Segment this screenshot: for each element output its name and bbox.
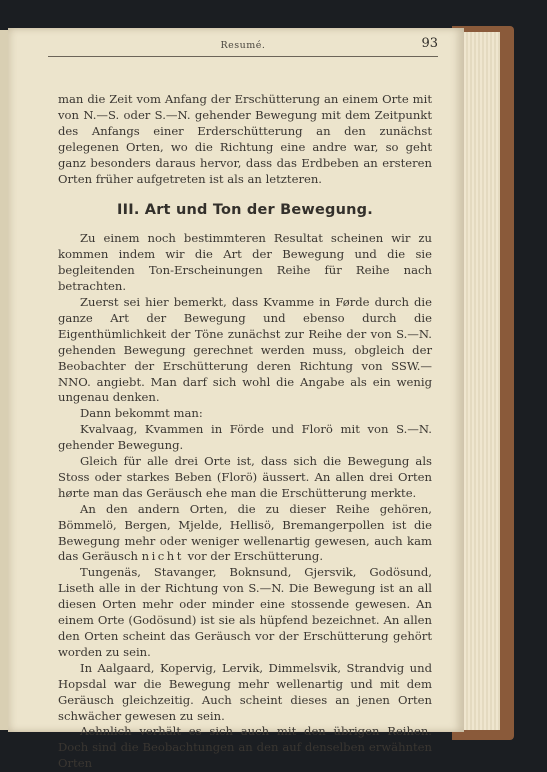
- paragraph-7-start: An den andern Orten, die zu dieser Reihe gehören, Bömmelö, Bergen, Mjelde, Hellisö, Bremangerpollen ist die Bewegung mehr oder weniger wellenartig gewesen, auch kam das Geräusch: [58, 501, 432, 564]
- page-number: 93: [421, 36, 438, 51]
- paragraph-1: man die Zeit vom Anfang der Erschütterung an einem Orte mit von N.—S. oder S.—N. gehender Bewegung mit dem Zeitpunkt des Anfangs einer Erderschütterung an den zunächst gelegenen Orten, wo die Richtung eine andre war, so geht ganz besonders daraus hervor, dass das Erdbeben an ersteren Orten früher aufgetreten ist als an letzteren.: [58, 92, 432, 186]
- paragraph-4: Dann bekommt man:: [80, 406, 203, 421]
- section-heading: III. Art und Ton der Bewegung.: [117, 202, 373, 219]
- paragraph-2: Zu einem noch bestimmteren Resultat scheinen wir zu kommen indem wir die Art der Bewegung und die sie begleitenden Ton-Erscheinungen Reihe für Reihe nach betrachten.: [58, 231, 432, 294]
- paragraph-6: Gleich für alle drei Orte ist, dass sich die Bewegung als Stoss oder starkes Beben (Florö) äussert. An allen drei Orten hørte man das Geräusch ehe man die Erschütterung merkte.: [58, 454, 432, 500]
- page-body: [58, 92, 432, 772]
- paragraph-7-emphasis: nicht: [141, 549, 184, 564]
- paragraph-8: Tungenäs, Stavanger, Boknsund, Gjersvik, Godösund, Liseth alle in der Richtung von S.—N. Die Bewegung ist an all diesen Orten mehr oder minder eine stossende gewesen. An einem Orte (Godösund) ist sie als hüpfend bezeichnet. An allen den Orten scheint das Geräusch vor der Erschütterung gehört worden zu sein.: [58, 565, 432, 659]
- paragraph-10: Aehnlich verhält es sich auch mit den übrigen Reihen. Doch sind die Beobachtungen an den auf denselben erwähnten Orten: [58, 724, 432, 771]
- paragraph-3: Zuerst sei hier bemerkt, dass Kvamme in Førde durch die ganze Art der Bewegung und ebenso durch die Eigenthümlichkeit der Töne zunächst zur Reihe der von S.—N. gehenden Bewegung gerechnet werden muss, obgleich der Beobachter der Erschütterung deren Richtung von SSW.—NNO. angiebt. Man darf sich wohl die Angabe als ein wenig ungenau denken.: [58, 294, 432, 405]
- paragraph-7: [58, 502, 432, 566]
- paragraph-9: In Aalgaard, Kopervig, Lervik, Dimmelsvik, Strandvig und Hopsdal war die Bewegung mehr wellenartig und mit dem Geräusch gleichzeitig. Auch scheint dieses an jenen Orten schwächer gewesen zu sein.: [58, 660, 432, 723]
- running-head: Resumé.: [220, 40, 266, 51]
- paragraph-5: Kvalvaag, Kvammen in Förde und Florö mit von S.—N. gehender Bewegung.: [58, 422, 432, 453]
- paragraph-7-end: vor der Erschütterung.: [183, 549, 324, 564]
- page-header: [48, 36, 438, 57]
